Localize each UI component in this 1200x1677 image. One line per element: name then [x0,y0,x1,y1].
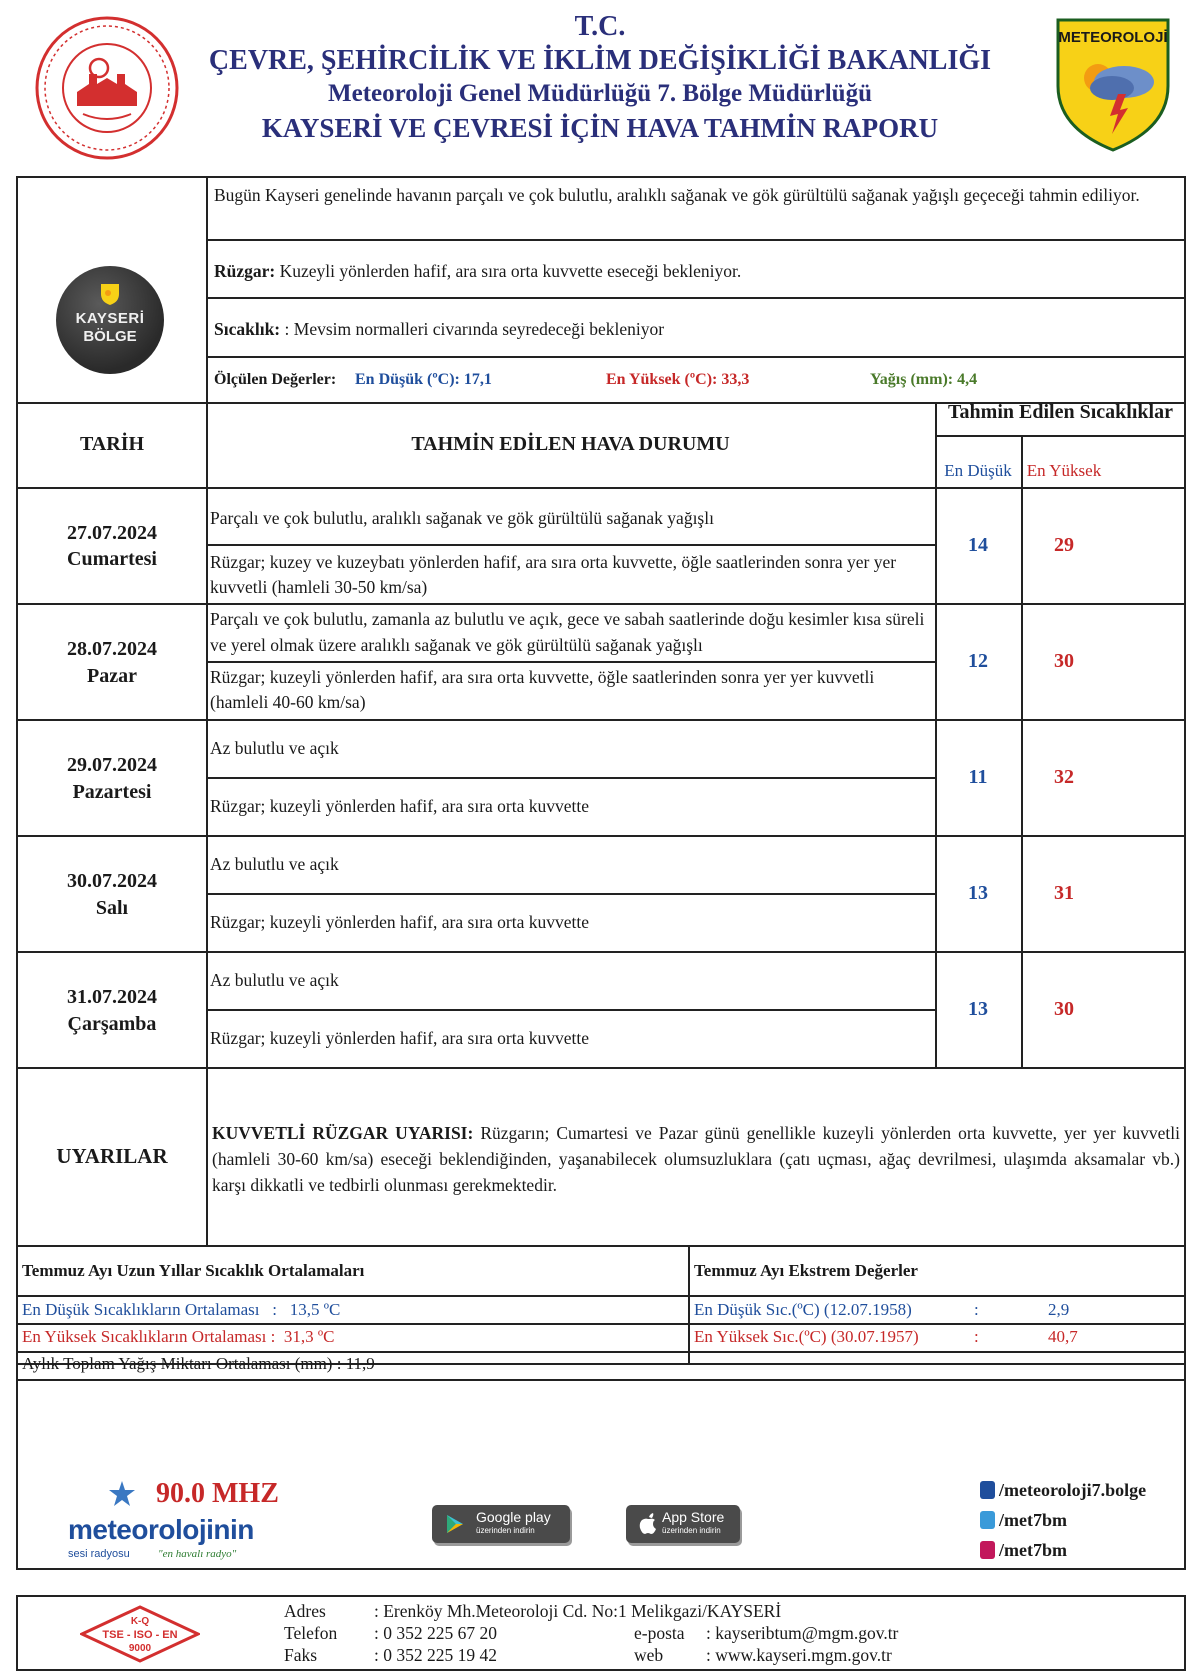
day2-weather: Parçalı ve çok bulutlu, zamanla az bulutlu ve açık, gece ve sabah saatlerinde doğu kesimler kısa süreli ve yerel olmak üzere aralıklı sağanak ve gök gürültülü sağanak yağışlı [210,609,925,655]
avg-max: En Yüksek Sıcaklıkların Ortalaması : 31,3 ºC [22,1327,335,1346]
app-store-sub: üzerinden indirin [662,1526,721,1535]
day2-min: 12 [968,650,988,672]
mini-shield-icon [99,282,121,306]
day3-name: Pazartesi [72,781,152,803]
day5-weather: Az bulutlu ve açık [210,970,339,990]
badge-line1: KAYSERİ [75,310,145,327]
header-date: TARİH [79,433,145,455]
avg-min: En Düşük Sıcaklıkların Ortalaması : 13,5 ºC [22,1300,341,1319]
title-tc: T.C. [574,11,626,42]
temp-label: Sıcaklık: [214,319,281,339]
meteoroloji-logo [1054,16,1172,154]
social-facebook[interactable] [980,1480,1146,1501]
meteoroloji-logo-text: METEOROLOJİ [1058,29,1168,46]
social-twitter[interactable] [980,1510,1067,1531]
cert-top: K-Q [130,1616,150,1627]
temp-text: : Mevsim normalleri civarında seyredeceği bekleniyor [280,319,665,339]
warning-text [212,1120,1180,1198]
star-icon [108,1480,136,1508]
google-play-label: Google play [476,1509,551,1525]
title-directorate: Meteoroloji Genel Müdürlüğü 7. Bölge Müdürlüğü [328,80,872,107]
day5-name: Çarşamba [67,1013,157,1035]
ext-max-colon: : [974,1327,979,1346]
wind-text: Kuzeyli yönlerden hafif, ara sıra orta kuvvette eseceği bekleniyor. [275,261,742,281]
telefon-value: : 0 352 225 67 20 [374,1623,497,1643]
header-max: En Yüksek [1026,461,1102,480]
kayseri-bolge-badge [56,266,164,374]
day3-max: 32 [1054,766,1074,788]
day5-wind: Rüzgar; kuzeyli yönlerden hafif, ara sıra orta kuvvette [210,1028,590,1048]
radio-sub: sesi radyosu [68,1548,130,1560]
instagram-icon [980,1541,995,1559]
climate-right-title: Temmuz Ayı Ekstrem Değerler [694,1261,918,1280]
day1-max: 29 [1054,534,1074,556]
ext-min-colon: : [974,1300,979,1319]
day5-max: 30 [1054,998,1074,1020]
telefon-label: Telefon [284,1623,338,1643]
temp-summary [214,316,1182,342]
measured-min: En Düşük (ºC): 17,1 [355,371,492,388]
ext-max-value: 40,7 [1048,1327,1078,1346]
day3-wind: Rüzgar; kuzeyli yönlerden hafif, ara sıra orta kuvvette [210,796,590,816]
ministry-seal [33,14,181,162]
radio-frequency: 90.0 MHZ [156,1478,279,1509]
day4-max: 31 [1054,882,1074,904]
tse-certificate-logo [80,1605,200,1663]
social-instagram[interactable] [980,1540,1067,1561]
title-report: KAYSERİ VE ÇEVRESİ İÇİN HAVA TAHMİN RAPORU [261,113,939,143]
day2-wind: Rüzgar; kuzeyli yönlerden hafif, ara sıra orta kuvvette, öğle saatlerinden sonra yer yer kuvvetli (hamleli 40-60 km/sa) [210,667,875,712]
day1-wind: Rüzgar; kuzey ve kuzeybatı yönlerden hafif, ara sıra orta kuvvette, öğle saatlerinden sonra yer yer kuvvetli (hamleli 30-50 km/sa) [210,552,897,597]
app-store-button[interactable] [626,1505,740,1543]
general-forecast: Bugün Kayseri genelinde havanın parçalı ve çok bulutlu, aralıklı sağanak ve gök gürültülü sağanak yağışlı geçeceği tahmin ediliyor. [214,185,1140,205]
ext-min-value: 2,9 [1048,1300,1070,1319]
warnings-label: UYARILAR [56,1144,168,1168]
badge-line2: BÖLGE [83,328,137,345]
twitter-handle: /met7bm [999,1510,1067,1530]
facebook-icon [980,1481,995,1499]
day4-wind: Rüzgar; kuzeyli yönlerden hafif, ara sıra orta kuvvette [210,912,590,932]
header-temps: Tahmin Edilen Sıcaklıklar [948,401,1173,423]
radio-logo [46,1478,286,1573]
header-min: En Düşük [944,461,1012,480]
google-play-button[interactable] [432,1505,570,1543]
day5-date: 31.07.2024 [67,986,157,1008]
forecast-report-table [16,176,1186,1570]
measured-rain: Yağış (mm): 4,4 [870,371,978,388]
ext-max-label: En Yüksek Sıc.(ºC) (30.07.1957) [694,1327,919,1346]
warning-title: KUVVETLİ RÜZGAR UYARISI: [212,1123,474,1143]
address-box [16,1595,1186,1671]
climate-left-title: Temmuz Ayı Uzun Yıllar Sıcaklık Ortalamaları [22,1261,365,1280]
apple-icon [638,1512,658,1536]
measured-max: En Yüksek (ºC): 33,3 [606,371,750,388]
radio-tagline: "en havalı radyo" [158,1548,237,1560]
wind-label: Rüzgar: [214,261,276,281]
cert-bot: 9000 [128,1643,152,1654]
day5-min: 13 [968,998,988,1020]
instagram-handle: /met7bm [999,1540,1067,1560]
report-header [0,0,1200,170]
day3-weather: Az bulutlu ve açık [210,738,339,758]
eposta-label: e-posta [634,1623,685,1643]
google-play-sub: üzerinden indirin [476,1526,535,1535]
day1-date: 27.07.2024 [67,522,157,544]
day3-date: 29.07.2024 [67,754,157,776]
day4-weather: Az bulutlu ve açık [210,854,339,874]
day1-weather: Parçalı ve çok bulutlu, aralıklı sağanak ve gök gürültülü sağanak yağışlı [210,508,714,528]
day1-name: Cumartesi [67,548,157,570]
day2-date: 28.07.2024 [67,638,157,660]
warning-body: Rüzgarın; Cumartesi ve Pazar günü genellikle kuzeyli yönlerden orta kuvvette, yer yer kuvvetli (hamleli 30-60 km/sa) eseceği beklendiğinden, yaşanabilecek olumsuzluklara (çatı uçması, ağaç devrilmesi, ulaşımda aksamalar vb.) karşı dikkatli ve tedbirli olunması gerekmektedir. [212,1123,1181,1195]
web-label: web [634,1645,664,1665]
avg-rain: Aylık Toplam Yağış Miktarı Ortalaması (mm) : 11,9 [22,1354,375,1373]
faks-label: Faks [284,1645,318,1665]
play-icon [444,1513,466,1535]
app-store-label: App Store [662,1509,725,1525]
day2-name: Pazar [87,665,137,687]
cert-mid: TSE - ISO - EN [102,1629,178,1641]
measured-label: Ölçülen Değerler: [214,371,337,388]
wind-summary [214,258,1182,284]
faks-value: : 0 352 225 19 42 [374,1645,497,1665]
eposta-value[interactable]: : kayseribtum@mgm.gov.tr [706,1623,899,1643]
header-forecast: TAHMİN EDİLEN HAVA DURUMU [411,433,730,455]
web-value[interactable]: : www.kayseri.mgm.gov.tr [706,1645,892,1665]
day4-name: Salı [95,897,129,919]
adres-label: Adres [284,1601,326,1621]
twitter-icon [980,1511,995,1529]
day4-min: 13 [968,882,988,904]
day4-date: 30.07.2024 [67,870,157,892]
day3-min: 11 [968,766,988,788]
radio-name: meteorolojinin [68,1514,254,1545]
facebook-handle: /meteoroloji7.bolge [999,1480,1147,1500]
adres-value: : Erenköy Mh.Meteoroloji Cd. No:1 Melikgazi/KAYSERİ [374,1601,782,1621]
title-ministry: ÇEVRE, ŞEHİRCİLİK VE İKLİM DEĞİŞİKLİĞİ BAKANLIĞI [208,45,992,76]
day2-max: 30 [1054,650,1074,672]
day1-min: 14 [968,534,988,556]
ext-min-label: En Düşük Sıc.(ºC) (12.07.1958) [694,1300,912,1319]
